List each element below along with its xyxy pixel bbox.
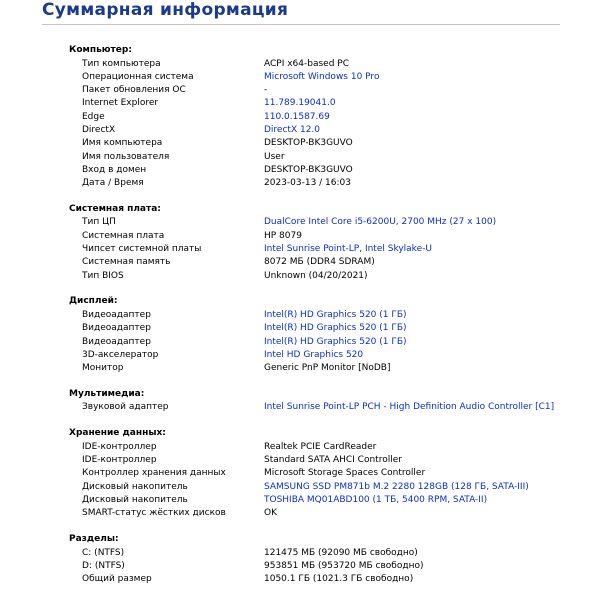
info-value: OK: [264, 508, 277, 519]
info-row: [0, 349, 600, 362]
info-row: [0, 441, 600, 454]
info-key: Имя компьютера: [82, 138, 163, 149]
info-row: [0, 151, 600, 164]
summary-section: [0, 44, 600, 190]
title-divider: [42, 24, 560, 25]
info-value: 953851 МБ (953720 МБ свободно): [264, 560, 424, 571]
info-row: [0, 256, 600, 269]
section-heading: Компьютер:: [69, 45, 132, 55]
info-value: DESKTOP-BK3GUVO: [264, 138, 353, 149]
info-value: 2023-03-13 / 16:03: [264, 178, 351, 189]
info-value-link[interactable]: 110.0.1587.69: [264, 111, 330, 122]
info-row: [0, 111, 600, 124]
info-key: C: (NTFS): [82, 547, 125, 558]
info-key: Имя пользователя: [82, 151, 170, 162]
section-heading: Мультимедиа:: [69, 388, 145, 399]
info-value-link[interactable]: Intel(R) HD Graphics 520 (1 ГБ): [264, 323, 407, 334]
info-value-link[interactable]: Intel(R) HD Graphics 520 (1 ГБ): [264, 309, 407, 320]
info-row: [0, 84, 600, 97]
info-row: [0, 58, 600, 71]
info-value: ACPI x64-based PC: [264, 58, 349, 69]
summary-section: [0, 533, 600, 586]
summary-section: [0, 388, 600, 415]
section-heading: Хранение данных:: [69, 428, 166, 439]
summary-section: [0, 295, 600, 375]
page-title: Суммарная информация: [42, 0, 289, 20]
info-row: [0, 322, 600, 335]
info-row: [0, 454, 600, 467]
info-key: Тип ЦП: [82, 217, 116, 228]
info-row: [0, 71, 600, 84]
info-key: IDE-контроллер: [82, 441, 157, 452]
info-value-link[interactable]: DirectX 12.0: [264, 124, 321, 135]
info-value: HP 8079: [264, 230, 302, 241]
section-heading: Разделы:: [69, 534, 119, 545]
info-row: [0, 97, 600, 110]
info-value: 121475 МБ (92090 МБ свободно): [264, 547, 418, 558]
info-value-link[interactable]: DualCore Intel Core i5-6200U, 2700 MHz (27 x 100): [264, 217, 497, 228]
info-key: Тип BIOS: [82, 270, 124, 281]
info-row: [0, 560, 600, 573]
info-value-link[interactable]: Intel HD Graphics 520: [264, 349, 364, 360]
info-row: [0, 177, 600, 190]
info-value: 8072 МБ (DDR4 SDRAM): [264, 257, 375, 268]
info-row: [0, 507, 600, 520]
info-value-link[interactable]: 11.789.19041.0: [264, 98, 336, 109]
info-value: -: [264, 85, 268, 96]
info-value-link[interactable]: Microsoft Windows 10 Pro: [264, 71, 380, 82]
info-value: Microsoft Storage Spaces Controller: [264, 468, 426, 479]
info-key: Системная память: [82, 257, 171, 268]
info-key: Дата / Время: [82, 178, 144, 189]
summary-section: [0, 203, 600, 283]
info-row: [0, 336, 600, 349]
summary-section: [0, 427, 600, 520]
info-value-link[interactable]: Intel Sunrise Point-LP, Intel Skylake-U: [264, 244, 432, 255]
info-row: [0, 401, 600, 414]
info-value: Generic PnP Monitor [NoDB]: [264, 363, 391, 374]
info-value: DESKTOP-BK3GUVO: [264, 164, 353, 175]
info-key: Монитор: [82, 363, 124, 374]
info-key: Звуковой адаптер: [82, 402, 169, 413]
info-value-link[interactable]: TOSHIBA MQ01ABD100 (1 ТБ, 5400 RPM, SATA-II): [264, 494, 488, 505]
info-key: Дисковый накопитель: [82, 481, 188, 492]
info-key: Видеоадаптер: [82, 323, 151, 334]
info-key: SMART-статус жёстких дисков: [82, 508, 226, 519]
info-row: [0, 164, 600, 177]
info-key: Edge: [82, 111, 105, 122]
info-value: 1050.1 ГБ (1021.3 ГБ свободно): [264, 574, 414, 585]
info-key: Тип компьютера: [82, 58, 161, 69]
info-row: [0, 481, 600, 494]
info-value-link[interactable]: Intel Sunrise Point-LP PCH - High Definition Audio Controller [C1]: [264, 402, 555, 413]
info-row: [0, 216, 600, 229]
info-row: [0, 243, 600, 256]
info-key: Видеоадаптер: [82, 309, 151, 320]
info-value: Realtek PCIE CardReader: [264, 441, 377, 452]
section-heading: Системная плата:: [69, 203, 161, 214]
info-row: [0, 124, 600, 137]
info-key: Вход в домен: [82, 164, 147, 175]
info-key: Общий размер: [82, 574, 152, 585]
info-value: Unknown (04/20/2021): [264, 270, 368, 281]
info-value: Standard SATA AHCI Controller: [264, 455, 402, 466]
info-key: DirectX: [82, 124, 116, 135]
info-row: [0, 230, 600, 243]
info-row: [0, 467, 600, 480]
info-key: Контроллер хранения данных: [82, 468, 226, 479]
info-key: Чипсет системной платы: [82, 244, 202, 255]
info-row: [0, 362, 600, 375]
info-row: [0, 547, 600, 560]
info-key: 3D-акселератор: [82, 349, 159, 360]
info-row: [0, 137, 600, 150]
summary-content: [0, 44, 600, 599]
info-key: Пакет обновления ОС: [82, 85, 186, 96]
info-value: User: [264, 151, 285, 162]
info-key: D: (NTFS): [82, 560, 125, 571]
info-row: [0, 309, 600, 322]
info-key: Дисковый накопитель: [82, 494, 188, 505]
info-value-link[interactable]: SAMSUNG SSD PM871b M.2 2280 128GB (128 ГБ, SATA-III): [264, 481, 529, 492]
info-key: Системная плата: [82, 230, 165, 241]
section-heading: Дисплей:: [69, 296, 118, 307]
info-key: Операционная система: [82, 71, 194, 82]
info-key: Видеоадаптер: [82, 336, 151, 347]
info-row: [0, 573, 600, 586]
info-key: Internet Explorer: [82, 98, 159, 109]
info-value-link[interactable]: Intel(R) HD Graphics 520 (1 ГБ): [264, 336, 407, 347]
info-key: IDE-контроллер: [82, 455, 157, 466]
info-row: [0, 494, 600, 507]
info-row: [0, 270, 600, 283]
